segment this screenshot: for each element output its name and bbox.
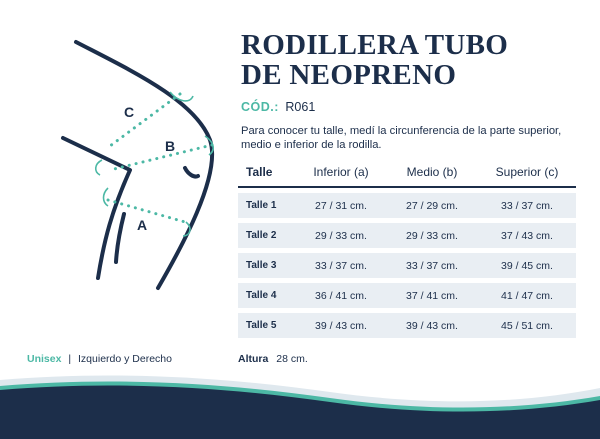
unisex-label: Unisex xyxy=(27,353,62,365)
fit-info xyxy=(27,353,172,365)
table-row xyxy=(238,313,576,338)
arrow-front-icon xyxy=(96,160,102,175)
cell-medio: 39 / 43 cm. xyxy=(406,319,458,332)
cell-size: Talle 3 xyxy=(246,260,277,271)
product-code xyxy=(241,100,315,114)
knee-measurement-diagram xyxy=(0,0,235,345)
label-b: B xyxy=(165,138,176,154)
arrow-a-left-icon xyxy=(104,188,109,206)
table-header xyxy=(238,158,576,188)
cell-size: Talle 5 xyxy=(246,320,277,331)
label-a: A xyxy=(137,217,148,233)
code-value: R061 xyxy=(285,100,316,114)
product-title xyxy=(241,30,508,90)
height-value: 28 cm. xyxy=(276,353,308,365)
intro-text: Para conocer tu talle, medí la circunferencia de la parte superior, medio e inferior de la rodilla. xyxy=(241,125,562,151)
table-row xyxy=(238,193,576,218)
cell-superior: 39 / 45 cm. xyxy=(501,259,553,272)
cell-superior: 45 / 51 cm. xyxy=(501,319,553,332)
cell-inferior: 36 / 41 cm. xyxy=(315,289,367,302)
title-line-2: DE NEOPRENO xyxy=(241,59,457,91)
separator: | xyxy=(68,353,72,365)
title-line-1: RODILLERA TUBO xyxy=(241,29,509,61)
table-row xyxy=(238,223,576,248)
sides-label: Izquierdo y Derecho xyxy=(78,353,172,365)
footer-wave xyxy=(0,370,600,439)
header-talle: Talle xyxy=(246,165,273,179)
calf-crease-line xyxy=(116,214,124,262)
table-row xyxy=(238,283,576,308)
leg-front-outline xyxy=(63,138,130,278)
table-row xyxy=(238,253,576,278)
cell-medio: 33 / 37 cm. xyxy=(406,259,458,272)
cell-inferior: 27 / 31 cm. xyxy=(315,199,367,212)
cell-medio: 27 / 29 cm. xyxy=(406,199,458,212)
label-c: C xyxy=(124,104,135,120)
cell-size: Talle 4 xyxy=(246,290,277,301)
size-table xyxy=(238,158,576,338)
height-info xyxy=(238,353,308,365)
cell-superior: 33 / 37 cm. xyxy=(501,199,553,212)
cell-inferior: 29 / 33 cm. xyxy=(315,229,367,242)
cell-size: Talle 2 xyxy=(246,230,277,241)
height-label: Altura xyxy=(238,353,269,365)
cell-superior: 37 / 43 cm. xyxy=(501,229,553,242)
cell-medio: 37 / 41 cm. xyxy=(406,289,458,302)
cell-inferior: 39 / 43 cm. xyxy=(315,319,367,332)
header-superior: Superior (c) xyxy=(495,165,559,179)
cell-inferior: 33 / 37 cm. xyxy=(315,259,367,272)
cell-superior: 41 / 47 cm. xyxy=(501,289,553,302)
header-inferior: Inferior (a) xyxy=(313,165,369,179)
knee-cap-line xyxy=(185,168,198,177)
cell-size: Talle 1 xyxy=(246,200,277,211)
code-label: CÓD.: xyxy=(241,100,279,114)
cell-medio: 29 / 33 cm. xyxy=(406,229,458,242)
header-medio: Medio (b) xyxy=(406,165,458,179)
